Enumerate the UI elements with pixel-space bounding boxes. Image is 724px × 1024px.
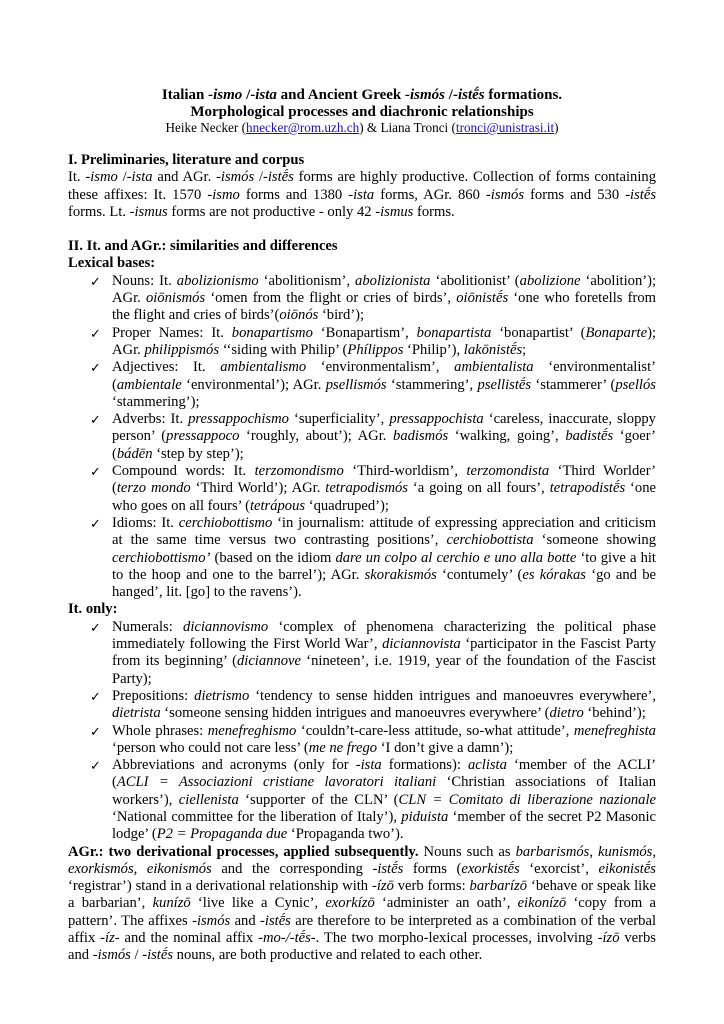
text-run: ‘environmentalism’, [306,359,455,376]
emphasized-text-run: philippismós [144,341,220,358]
emphasized-text-run: menefreghismo [207,722,297,739]
text-run: ‘stammering’, [386,376,478,393]
emphasized-text-run: istḗs [267,169,294,186]
text-run: ‘registrar’) stand in a derivational relationship with [68,878,372,895]
emphasized-text-run: terzomondismo [254,463,344,480]
emphasized-text-run: -mo-/-tḗs- [258,930,316,947]
text-run: ‘nineteen’, i.e. 1919, year of the foundation of the Fascist Party); [112,653,656,687]
emphasized-text-run: pressappoco [166,428,240,445]
emphasized-text-run: ista [255,87,277,103]
emphasized-text-run: and Ancient Greek [276,87,405,103]
emphasized-text-run: psellismós [325,376,387,393]
emphasized-text-run: ambientalista [454,359,534,376]
emphasized-text-run: aclista [467,757,507,774]
section-heading-similarities [68,238,656,255]
text-run: ‘Philip’), [403,341,464,358]
text-run: Abbreviations and acronyms (only for [112,757,356,774]
emphasized-text-run: -ismo [85,169,118,186]
text-run: forms are highly productive. Collection of forms containing these affixes: It. 1570 [68,169,656,203]
text-run: are therefore to be interpreted as a combination of the verbal affix [68,912,657,947]
text-run: ‘careless, inaccurate, sloppy person’ ( [112,411,656,445]
emphasized-text-run: II. It. and AGr.: similarities and differences [68,238,338,255]
emphasized-text-run: It. only: [68,601,118,618]
emphasized-text-run: dare un colpo al cerchio e uno alla botte [335,549,577,566]
emphasized-text-run: piduista [401,808,449,825]
text-run: /- [117,169,132,186]
text-run: forms. [413,203,455,220]
text-run: ‘bonapartist’ ( [491,324,586,341]
emphasized-text-run: Bonaparte [585,324,648,341]
text-run: ‘goer’ ( [112,428,656,462]
text-run: It. [68,169,86,186]
text-run: , [589,843,599,860]
document-title [68,87,656,104]
emphasized-text-run: tetrapodistḗs [549,480,626,497]
emphasized-text-run: ciellenista [178,791,239,808]
authors-line [68,120,656,135]
text-run: ‘abolitionism’, [258,272,356,289]
text-run: ‘omen from the flight or cries of birds’, [205,290,457,307]
emphasized-text-run: tetrápous [249,497,306,514]
text-run: and AGr. [152,169,217,186]
text-run: ‘walking, going’, [448,428,566,445]
emphasized-text-run: kunízō [152,895,191,912]
checkmark-icon: ✓ [90,360,101,376]
text-run: ‘Christian associations of Italian workers’), [112,774,656,808]
emphasized-text-run: Lexical bases: [68,255,156,272]
list-item-numerals [68,619,656,688]
emphasized-text-run: tetrapodismós [325,480,408,497]
emphasized-text-run: diciannovismo [183,618,269,635]
text-run: nouns, are both productive and related to each other. [173,947,483,964]
text-run: and the corresponding [211,860,373,877]
text-run: ‘National committee for the liberation of Italy’) [112,808,394,825]
text-run: ‘Propaganda two’). [287,826,404,843]
emphasized-text-run: abolizione [519,272,581,289]
emphasized-text-run: dietrismo [194,687,250,704]
text-run: ‘superficiality’, [288,411,390,428]
emphasized-text-run: exorkízō [325,895,375,912]
emphasized-text-run: -istḗs [142,947,174,964]
emphasized-text-run: Morphological processes and diachronic relationships [190,103,534,120]
text-run: ‘person who could not care less’ ( [112,739,309,756]
text-run: Idioms: It. [112,514,179,531]
text-run: /- [254,169,268,186]
document-subtitle [68,104,656,121]
emphasized-text-run: /- [242,87,256,103]
text-run: ‘stammering’); [112,393,200,410]
text-run: / [130,947,143,964]
emphasized-text-run: abolizionismo [176,272,259,289]
text-run: ‘someone showing [533,532,656,549]
text-run: ‘I don’t give a damn’); [377,739,514,756]
emphasized-text-run: dietro [549,705,584,722]
text-run: ‘member of the ACLI’ ( [112,757,656,791]
emphasized-text-run: -ízō [371,878,394,895]
emphasized-text-run: -ismós [405,87,446,103]
text-run: ‘behind’); [583,705,646,722]
list-item-whole-phrases [68,723,656,758]
text-run: Adjectives: It. [112,359,221,376]
text-run: Adverbs: It. [112,411,189,428]
emphasized-text-run: cerchiobottista [446,532,534,549]
text-run: ‘complex of phenomena characterizing the political phase immediately following the First World War’, [112,618,656,653]
text-run: ); AGr. [112,324,656,358]
emphasized-text-run: bonapartista [416,324,492,341]
emphasized-text-run: -istḗs [260,912,291,929]
text-run: forms and 530 [524,186,626,203]
emphasized-text-run: -íz- [100,930,120,947]
email-link[interactable]: hnecker@rom.uzh.ch [246,120,360,135]
checkmark-icon: ✓ [90,325,101,341]
list-item-compound-words [68,463,656,515]
text-run: Heike Necker ( [165,120,246,135]
emphasized-text-run: I. Preliminaries, literature and corpus [68,152,305,168]
emphasized-text-run: oiōnistḗs [456,290,509,307]
emphasized-text-run: terzomondista [466,463,550,480]
text-run: ‘roughly, about’); AGr. [239,428,394,445]
list-item-proper-names [68,325,656,360]
checkmark-icon: ✓ [90,619,101,635]
emphasized-text-run: pressappochismo [188,411,289,428]
emphasized-text-run: -ismo [207,186,240,203]
emphasized-text-run: formations. [484,87,563,103]
subheading-lexical-bases [68,255,656,272]
emphasized-text-run: abolizionista [355,272,431,289]
text-run: ‘behave or speak like a barbarian’, [68,878,657,912]
emphasized-text-run: -ismós [216,169,255,186]
emphasized-text-run: barbarismós [515,843,590,860]
text-run: Nouns: It. [112,272,177,289]
text-run: ‘Bonapartism’, [312,324,417,341]
text-run: ‘member of the secret P2 Masonic lodge’ ( [112,808,656,843]
checkmark-icon: ✓ [90,758,101,774]
checkmark-icon: ✓ [90,464,101,480]
text-run: and the nominal affix [119,930,259,947]
emphasized-text-run: lakōnistḗs [463,341,523,358]
text-run: . The two morpho-lexical processes, involving [315,930,598,947]
emphasized-text-run: , [393,808,398,825]
text-run: forms. Lt. [68,203,130,220]
emphasized-text-run: ambientale [116,376,182,393]
text-run: (based on the idiom [210,549,336,566]
text-run: verb forms: [393,878,470,895]
emphasized-text-run: -ismós [192,912,231,929]
emphasized-text-run: psellós [615,376,656,393]
checkmark-icon: ✓ [90,723,101,739]
text-run: ‘participator in the Fascist Party from its beginning’ ( [112,636,657,670]
emphasized-text-run: badistḗs [565,428,614,445]
text-run: ‘tendency to sense hidden intrigues and manoeuvres everywhere’, [249,687,657,704]
list-item-adverbs [68,411,656,463]
text-run: ‘administer an oath’, [374,895,518,912]
text-run: formations): [381,757,468,774]
emphasized-text-run: psellistḗs [477,376,532,393]
text-run: ‘Third Worlder’ ( [112,463,656,497]
text-run: ‘to give a hit to the hoop and one to the barrel’); AGr. [112,549,656,583]
emphasized-text-run: ambientalismo [220,359,307,376]
emphasized-text-run: CLN = Comitato di liberazione nazionale [398,791,656,808]
emphasized-text-run: barbarízō [469,878,528,895]
subheading-it-only [68,601,656,618]
emphasized-text-run: diciannove [236,653,301,670]
emphasized-text-run: skorakismós [364,566,437,583]
emphasized-text-run: cerchiobottismo [178,514,273,531]
emphasized-text-run: bádēn [116,445,153,462]
text-run: ‘Third World’); AGr. [190,480,326,497]
text-run: ‘contumely’ ( [436,566,523,583]
text-run: ‘environmental’); AGr. [181,376,326,393]
emphasized-text-run: terzo mondo [116,480,191,497]
list-item-abbreviations [68,757,656,843]
text-run: forms and 1380 [239,186,349,203]
text-run: Whole phrases: [112,722,208,739]
text-run: Numerals: [112,618,184,635]
text-run: Nouns such as [418,843,516,860]
text-run: ; [522,341,527,358]
text-run: ‘stammerer’ ( [531,376,616,393]
emphasized-text-run: -ismus [375,203,414,220]
text-run: ) & Liana Tronci ( [359,120,456,135]
emphasized-text-run: bonapartismo [231,324,313,341]
text-run: ‘couldn’t-care-less attitude, so-what attitude’, [296,722,574,739]
emphasized-text-run: menefreghista [573,722,656,739]
emphasized-text-run: ACLI = Associazioni cristiane lavoratori italiani [116,774,437,791]
text-run: ‘live like a Cynic’, [190,895,326,912]
text-run: ‘environmentalist’ ( [112,359,657,393]
text-run: ‘step by step’); [152,445,244,462]
emphasized-text-run: P2 = Propaganda due [156,826,288,843]
emphasized-text-run: exorkistḗs [461,860,520,877]
emphasized-text-run: eikonízō [517,895,567,912]
text-run: forms are not productive - only 42 [167,203,376,220]
text-run: forms, AGr. 860 [374,186,486,203]
text-run: ‘abolition’); AGr. [112,272,657,307]
emphasized-text-run: es kórakas [522,566,586,583]
text-run: forms ( [403,860,462,877]
emphasized-text-run: AGr.: two derivational processes, applied subsequently. [68,843,419,860]
text-run: ‘in journalism: attitude of expressing appreciation and criticism at the same time versus two contrasting positions’, [112,514,656,549]
emphasized-text-run: -ismo [208,87,243,103]
text-run: ) [554,120,559,135]
emphasized-text-run: kunismós, exorkismós, eikonismós [68,843,656,877]
emphasized-text-run: -ista [355,757,382,774]
checkmark-icon: ✓ [90,273,101,289]
text-run: ‘one who goes on all fours’ ( [112,480,656,514]
list-item-adjectives [68,359,656,411]
emphasized-text-run: -ista [348,186,375,203]
emphasized-text-run: Phílippos [347,341,404,358]
emphasized-text-run: -istḗs [372,860,404,877]
text-run: ‘quadruped’); [305,497,389,514]
list-item-idioms [68,515,656,601]
emphasized-text-run: diciannovista [382,636,461,653]
email-link[interactable]: tronci@unistrasi.it [455,120,555,135]
text-run: verbs and [68,930,656,964]
text-run: Prepositions: [112,687,195,704]
text-run: ‘a going on all fours’, [407,480,550,497]
text-run: ‘Third-worldism’, [343,463,467,480]
checkmark-icon: ✓ [90,688,101,704]
text-run: ‘copy from a pattern’. The affixes [68,895,656,929]
text-run: and [230,912,261,929]
emphasized-text-run: -ismós [92,947,131,964]
emphasized-text-run: cerchiobottismo’ [112,549,211,566]
text-run: Compound words: It. [112,463,255,480]
emphasized-text-run: pressappochista [389,411,484,428]
emphasized-text-run: -ízō [597,930,620,947]
paragraph-corpus [68,169,656,221]
emphasized-text-run: ista [131,169,153,186]
section-heading-preliminaries [68,152,656,169]
text-run: ‘‘siding with Philip’ ( [219,341,348,358]
emphasized-text-run: badismós [393,428,449,445]
emphasized-text-run: istḗs [457,87,485,103]
emphasized-text-run: /- [445,87,458,103]
list-item-nouns [68,273,656,325]
emphasized-text-run: oiōnismós [145,290,206,307]
emphasized-text-run: dietrista [112,705,161,722]
emphasized-text-run: Italian [161,87,209,103]
text-run: ‘bird’); [318,307,365,324]
emphasized-text-run: oiōnós [279,307,319,324]
emphasized-text-run: me ne frego [308,739,378,756]
list-item-prepositions [68,688,656,723]
checkmark-icon: ✓ [90,515,101,531]
emphasized-text-run: -ismós [485,186,525,203]
text-run: ‘abolitionist’ ( [430,272,520,289]
text-run: Proper Names: It. [112,324,232,341]
text-run: ‘exorcist’, [519,860,599,877]
text-run: ‘one who foretells from the flight and cries of birds’( [112,290,657,324]
checkmark-icon: ✓ [90,412,101,428]
paragraph-agr-derivational [68,844,656,965]
text-run: ‘go and be hanged’, lit. [go] to the ravens’). [112,566,656,601]
text-run: ‘supporter of the CLN’ ( [238,791,399,808]
emphasized-text-run: -istḗs [625,186,656,203]
emphasized-text-run: -ismus [129,203,168,220]
emphasized-text-run: eikonistḗs [598,860,656,877]
text-run: ‘someone sensing hidden intrigues and manoeuvres everywhere’ ( [160,705,550,722]
